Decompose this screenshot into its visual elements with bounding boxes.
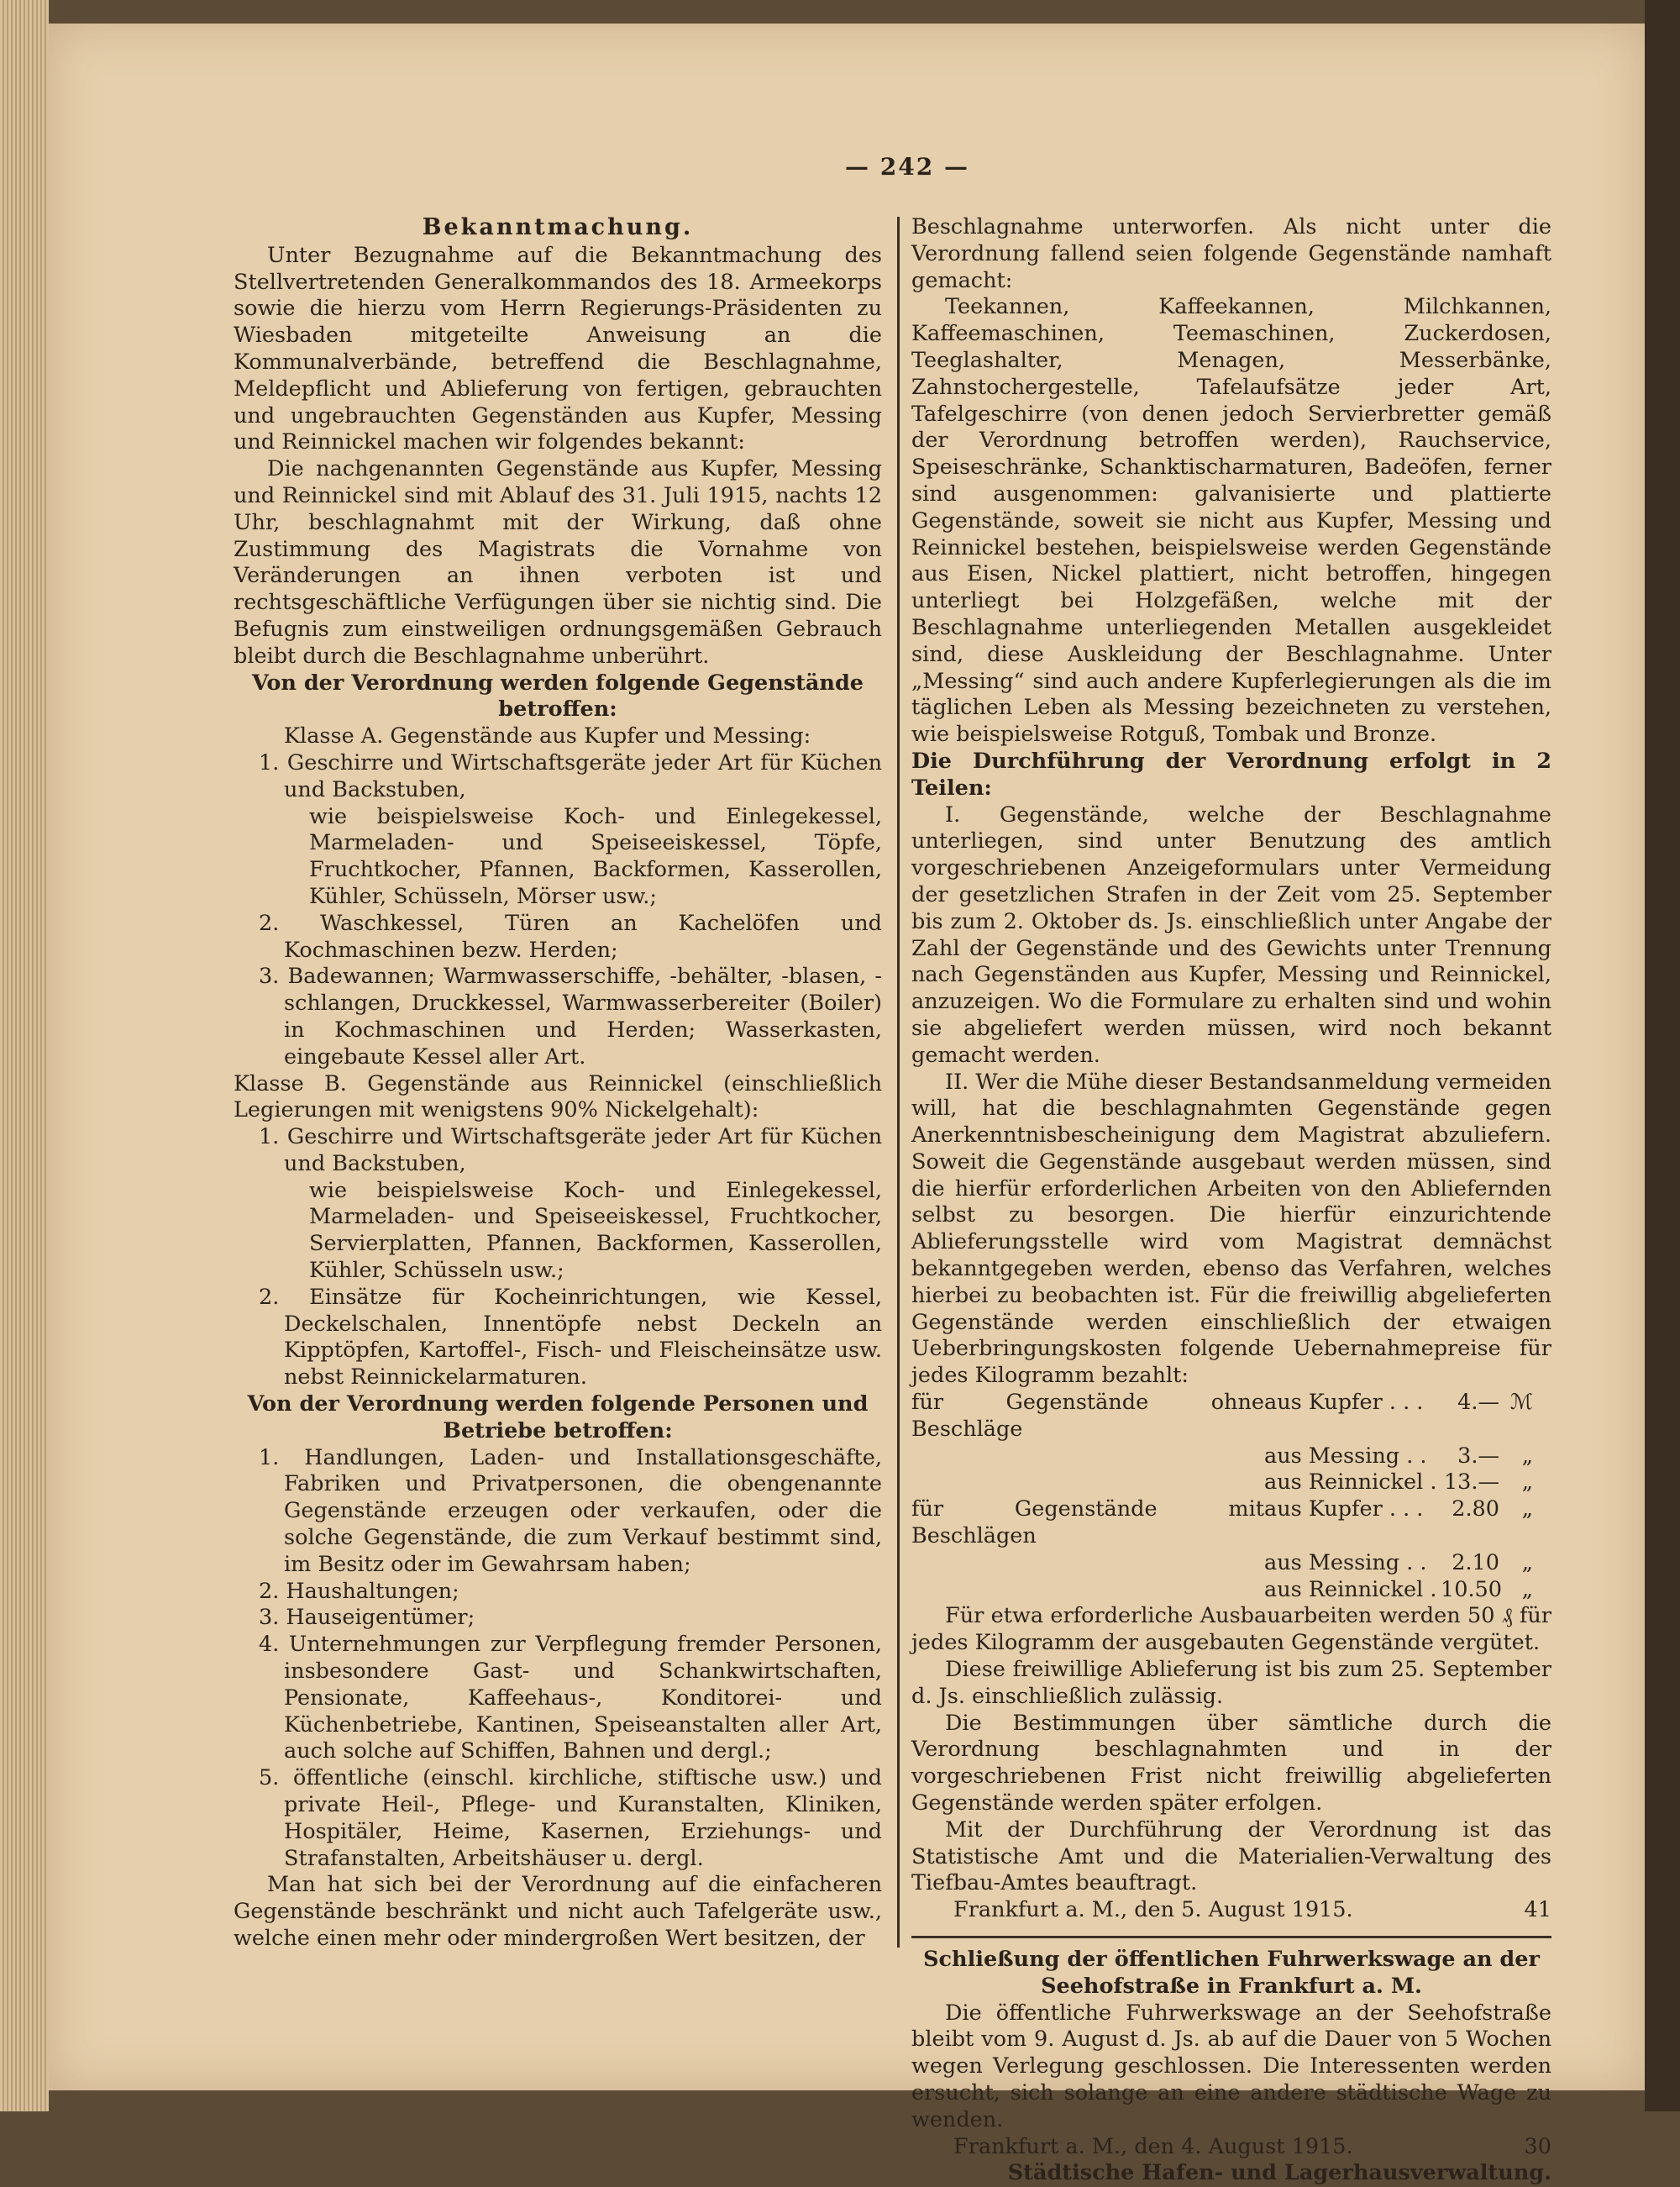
responsibility-paragraph: Mit der Durchführung der Verordnung ist das Statistische Amt und die Materialien-Verwaltung des Tiefbau-Amtes beauftragt.	[911, 1816, 1551, 1896]
notice-number-1: 41	[1524, 1897, 1551, 1923]
section-separator	[911, 1936, 1551, 1938]
class-a-item-3: 3. Badewannen; Warmwasserschiffe, -behälter, -blasen, -schlangen, Druckkessel, Warmwasserbereiter (Boiler) in Kochmaschinen und Herden; Wasserkasten, eingebaute Kessel aller Art.	[259, 964, 882, 1070]
price-row: für Gegenstände ohne Beschläge aus Kupfer . . . 4.— ℳ	[911, 1390, 1533, 1442]
class-b-item-1: 1. Geschirre und Wirtschaftsgeräte jeder Art für Küchen und Backstuben,	[259, 1124, 882, 1176]
left-column	[234, 214, 882, 1953]
scale-closure-body: Die öffentliche Fuhrwerkswage an der Seehofstraße bleibt vom 9. August d. Js. ab auf die Dauer von 5 Wochen wegen Verlegung geschlossen. Die Interessenten werden ersucht, sich solange an eine andere städtische Wage zu wenden.	[911, 2000, 1551, 2132]
class-b-item-1-examples: wie beispielsweise Koch- und Einlegekessel, Marmeladen- und Speiseeiskessel, Fruchtkocher, Servierplatten, Pfannen, Backformen, Kasserollen, Kühler, Schüsseln usw.;	[309, 1177, 882, 1284]
price-row: aus Reinnickel . 10.50 „	[1264, 1576, 1533, 1602]
dateline-2	[911, 2134, 1551, 2161]
part-two-paragraph: II. Wer die Mühe dieser Bestandsanmeldung vermeiden will, hat die beschlagnahmten Gegenstände gegen Anerkenntnisbescheinigung dem Magistrat abzuliefern. Soweit die Gegenstände ausgebaut werden müssen, sind die hierfür erforderlichen Arbeiten von den Abliefernden selbst zu besorgen. Die hierfür einzurichtende Ablieferungsstelle wird vom Magistrat demnächst bekanntgegeben werden, ebenso das Verfahren, welches hierbei zu beobachten ist. Für die freiwillig abgelieferten Gegenstände werden einschließlich der etwaigen Ueberbringungskosten folgende Uebernahmepreise für jedes Kilogramm bezahlt:	[911, 1069, 1551, 1389]
page-number: — 242 —	[845, 153, 969, 181]
right-column	[911, 214, 1551, 2187]
persons-item-3: 3. Hauseigentümer;	[259, 1605, 475, 1631]
seizure-paragraph: Die nachgenannten Gegenstände aus Kupfer, Messing und Reinnickel sind mit Ablauf des 31. Juli 1915, nachts 12 Uhr, beschlagnahmt mit der Wirkung, daß ohne Zustimmung des Magistrats die Vornahme von Veränderungen an ihnen verboten ist und rechtsgeschäftliche Verfügungen über sie nichtig sind. Die Befugnis zum einstweiligen ordnungsgemäßen Gebrauch bleibt durch die Beschlagnahme unberührt.	[234, 456, 882, 669]
price-row: aus Messing . . 3.— „	[1264, 1443, 1533, 1469]
notice-number-2: 30	[1524, 2133, 1551, 2159]
class-a-item-2: 2. Waschkessel, Türen an Kachelöfen und Kochmaschinen bezw. Herden;	[259, 910, 882, 963]
column-divider	[897, 217, 900, 1948]
persons-item-5: 5. öffentliche (einschl. kirchliche, stiftische usw.) und private Heil-, Pflege- und Kuranstalten, Kliniken, Hospitäler, Heime, Kasernen, Erziehungs- und Strafanstalten, Arbeitshäuser u. dergl.	[259, 1765, 882, 1871]
persons-heading: Von der Verordnung werden folgende Personen und Betriebe betroffen:	[247, 1391, 869, 1443]
exemptions-paragraph: Teekannen, Kaffeekannen, Milchkannen, Kaffeemaschinen, Teemaschinen, Zuckerdosen, Teeglashalter, Menagen, Messerbänke, Zahnstochergestelle, Tafelaufsätze jeder Art, Tafelgeschirre (von denen jedoch Servierbretter gemäß der Verordnung betroffen werden), Rauchservice, Speiseschränke, Schanktischarmaturen, Badeöfen, ferner sind ausgenommen: galvanisierte und plattierte Gegenstände, soweit sie nicht aus Kupfer, Messing und Reinnickel bestehen, beispielsweise werden Gegenstände aus Eisen, Nickel plattiert, nicht betroffen, hingegen unterliegt bei Holzgefäßen, welche mit der Beschlagnahme unterliegenden Metallen ausgekleidet sind, diese Auskleidung der Beschlagnahme. Unter „Messing“ sind auch andere Kupferlegierungen als die im täglichen Leben als Messing bezeichneten zu verstehen, wie beispielsweise Rotguß, Tombak und Bronze.	[911, 294, 1551, 748]
removal-work-paragraph: Für etwa erforderliche Ausbauarbeiten werden 50 ₰ für jedes Kilogramm der ausgebauten Gegenstände vergütet.	[911, 1603, 1551, 1656]
book-spine	[1645, 0, 1680, 2111]
objects-heading: Von der Verordnung werden folgende Gegenstände betroffen:	[251, 670, 864, 723]
authority-signature: Städtische Hafen- und Lagerhausverwaltung.	[1007, 2160, 1551, 2186]
class-a-item-1: 1. Geschirre und Wirtschaftsgeräte jeder Art für Küchen und Backstuben,	[259, 749, 882, 802]
class-b-item-2: 2. Einsätze für Kocheinrichtungen, wie Kessel, Deckelschalen, Innentöpfe nebst Deckeln an Kipptöpfen, Kartoffel-, Fisch- und Fleischeinsätze usw. nebst Reinnickelarmaturen.	[259, 1284, 882, 1391]
provisions-paragraph: Die Bestimmungen über sämtliche durch die Verordnung beschlagnahmten und in der vorgeschriebenen Frist nicht freiwillig abgelieferten Gegenstände werden später erfolgen.	[911, 1710, 1551, 1816]
price-table	[911, 1390, 1551, 1603]
date-2: Frankfurt a. M., den 4. August 1915.	[953, 2133, 1353, 2159]
book-page-edges	[0, 0, 49, 2111]
part-one-paragraph: I. Gegenstände, welche der Beschlagnahme unterliegen, sind unter Benutzung des amtlich vorgeschriebenen Anzeigeformulars unter Vermeidung der gesetzlichen Strafen in der Zeit vom 25. September bis zum 2. Oktober ds. Js. einschließlich unter Angabe der Zahl der Gegenstände und des Gewichts unter Trennung nach Gegenständen aus Kupfer, Messing und Reinnickel, anzuzeigen. Wo die Formulare zu erhalten sind und wohin sie abgeliefert werden müssen, wird noch bekannt gemacht werden.	[911, 802, 1551, 1068]
scale-closure-title: Schließung der öffentlichen Fuhrwerkswage an der Seehofstraße in Frankfurt a. M.	[923, 1947, 1540, 1999]
price-row: aus Messing . . 2.10 „	[1264, 1549, 1533, 1575]
persons-item-4: 4. Unternehmungen zur Verpflegung fremder Personen, insbesondere Gast- und Schankwirtschaften, Pensionate, Kaffeehaus-, Konditorei- und Küchenbetriebe, Kantinen, Speiseanstalten aller Art, auch solche auf Schiffen, Bahnen und dergl.;	[259, 1632, 882, 1764]
date-1: Frankfurt a. M., den 5. August 1915.	[953, 1897, 1353, 1923]
dateline-1	[911, 1897, 1551, 1924]
class-a-heading: Klasse A. Gegenstände aus Kupfer und Messing:	[284, 723, 811, 749]
implementation-heading: Die Durchführung der Verordnung erfolgt in 2 Teilen:	[911, 748, 1551, 801]
closing-paragraph: Man hat sich bei der Verordnung auf die einfacheren Gegenstände beschränkt und nicht auch Tafelgeräte usw., welche einen mehr oder mindergroßen Wert besitzen, der	[234, 1872, 882, 1951]
continuation-text: Beschlagnahme unterworfen. Als nicht unter die Verordnung fallend seien folgende Gegenstände namhaft gemacht:	[911, 214, 1551, 293]
price-row: aus Reinnickel . 13.— „	[1264, 1469, 1533, 1496]
intro-paragraph: Unter Bezugnahme auf die Bekanntmachung des Stellvertretenden Generalkommandos des 18. Armeekorps sowie die hierzu vom Herrn Regierungs-Präsidenten zu Wiesbaden mitgeteilte Anweisung an die Kommunalverbände, betreffend die Beschlagnahme, Meldepflicht und Ablieferung von fertigen, gebrauchten und ungebrauchten Gegenständen aus Kupfer, Messing und Reinnickel machen wir folgendes bekannt:	[234, 242, 882, 455]
deadline-paragraph: Diese freiwillige Ablieferung ist bis zum 25. September d. Js. einschließlich zulässig.	[911, 1657, 1551, 1709]
persons-item-1: 1. Handlungen, Laden- und Installationsgeschäfte, Fabriken und Privatpersonen, die obengenannte Gegenstände erzeugen oder verkaufen, oder die solche Gegenstände, die zum Verkauf bestimmt sind, im Besitz oder im Gewahrsam haben;	[259, 1444, 882, 1577]
persons-item-2: 2. Haushaltungen;	[259, 1578, 459, 1604]
class-a-item-1-examples: wie beispielsweise Koch- und Einlegekessel, Marmeladen- und Speiseeiskessel, Töpfe, Fruchtkocher, Pfannen, Backformen, Kasserollen, Kühler, Schüsseln, Mörser usw.;	[309, 803, 882, 909]
announcement-title: Bekanntmachung.	[422, 214, 694, 240]
class-b-heading: Klasse B. Gegenstände aus Reinnickel (einschließlich Legierungen mit wenigstens 90% Nickelgehalt):	[234, 1070, 882, 1123]
price-row: für Gegenstände mit Beschlägen aus Kupfer . . . 2.80 „	[911, 1496, 1533, 1549]
